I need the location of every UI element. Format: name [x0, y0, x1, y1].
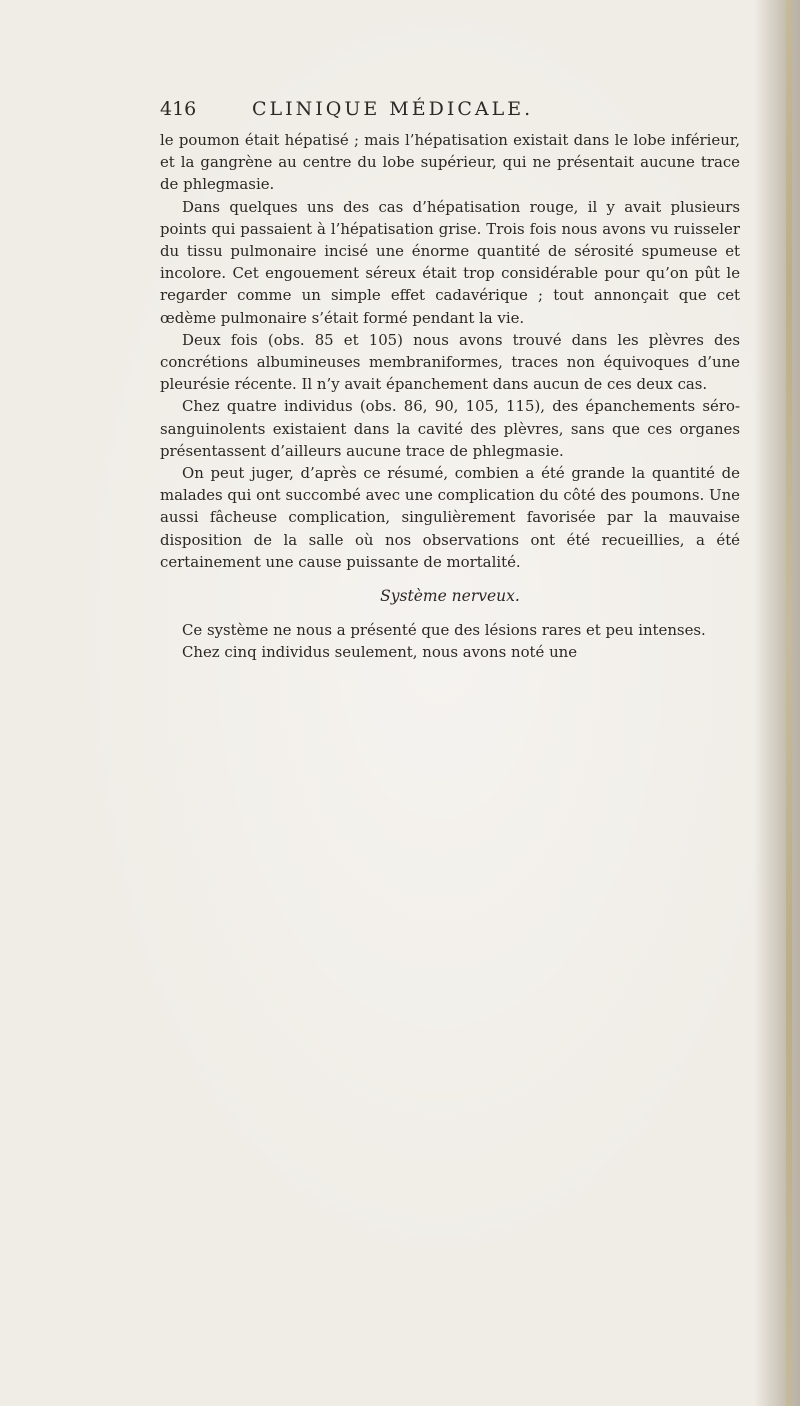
paragraph-5: On peut juger, d’après ce résumé, combien a été grande la quantité de malades qui ont succombé avec une complication du côté des poumons. Une aussi fâcheuse complication, singulièrement favorisée par la mauvaise disposition de la salle où nos observations ont été recueillies, a été certainement une cause puissante de mortalité.: [160, 464, 740, 571]
page-edge-stain: [786, 0, 792, 1406]
page-edge-shadow: [754, 0, 800, 1406]
section-title: Système nerveux.: [380, 587, 520, 606]
section-paragraph-1: Ce système ne nous a présenté que des lésions rares et peu intenses.: [182, 621, 706, 640]
paragraph-1: le poumon était hépatisé ; mais l’hépatisation existait dans le lobe inférieur, et la gangrène au centre du lobe supérieur, qui ne présentait aucune trace de phlegmasie.: [160, 131, 740, 194]
page-number: 416: [160, 98, 197, 120]
paragraph-2: Dans quelques uns des cas d’hépatisation rouge, il y avait plusieurs points qui passaient à l’hépatisation grise. Trois fois nous avons vu ruisseler du tissu pulmonaire incisé une énorme quantité de sérosité spumeuse et incolore. Cet engouement séreux était trop considérable pour qu’on pût le regarder comme un simple effet cadavérique ; tout annonçait que cet œdème pulmonaire s’était formé pendant la vie.: [160, 197, 740, 327]
section-paragraph-2: Chez cinq individus seulement, nous avons noté une: [182, 643, 578, 662]
paragraph-4: Chez quatre individus (obs. 86, 90, 105, 115), des épanchements séro-sanguinolents existaient dans la cavité des plèvres, sans que ces organes présentassent d’ailleurs aucune trace de phlegmasie.: [160, 397, 740, 460]
running-head: CLINIQUE MÉDICALE.: [252, 98, 534, 120]
paragraph-3: Deux fois (obs. 85 et 105) nous avons trouvé dans les plèvres des concrétions albumineuses membraniformes, traces non équivoques d’une pleurésie récente. Il n’y avait épanchement dans aucun de ces deux cas.: [160, 330, 740, 394]
body-text: [160, 129, 740, 664]
page-header: [160, 98, 720, 128]
